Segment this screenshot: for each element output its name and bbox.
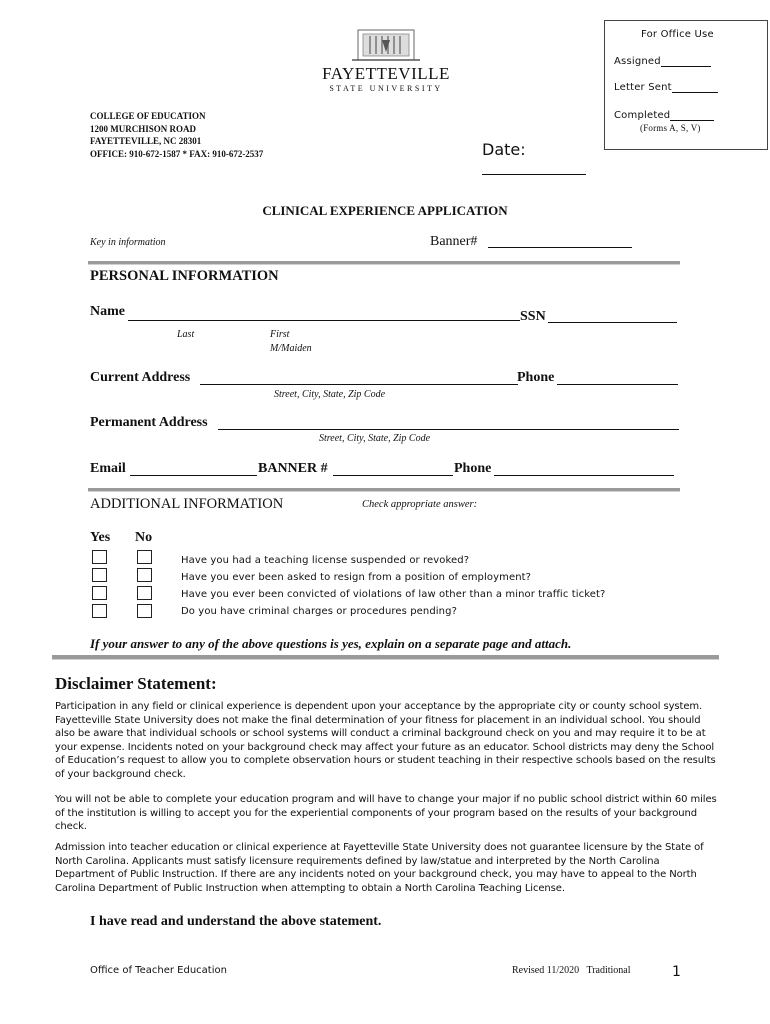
banner-field[interactable] [488,247,632,248]
banner-number-label: BANNER # [258,461,328,476]
logo-subtitle: STATE UNIVERSITY [329,84,443,93]
last-name-hint: Last [177,329,195,340]
page-number: 1 [672,964,681,980]
university-logo [322,26,450,96]
q3-yes-checkbox[interactable] [92,586,107,600]
yes-column-label: Yes [90,530,111,545]
letter-sent-field [614,82,718,93]
crest-icon [322,26,450,64]
disclaimer-paragraph-1: Participation in any field or clinical experience is dependent upon your acceptance by the appropriate city or county school system. Fayetteville State University does not make the final determination of your fitness for placement in an individual school. You should also be aware that individual schools or school systems will conduct a criminal background check on you and may require it to be at your expense. Incidents noted on your background check may affect your future as an educator. School districts may deny the School of Education’s request to allow you to complete observation hours or student teaching in their respective schools based on the results of your background check. [55,701,716,780]
q4-yes-checkbox[interactable] [92,604,107,618]
completed-field [614,110,714,121]
q2-no-checkbox[interactable] [137,568,152,582]
phone2-field[interactable] [494,475,674,476]
phone-field[interactable] [557,384,678,385]
first-name-hint: First [270,329,290,340]
footer-revision: Revised 11/2020 Traditional [512,965,631,976]
q3-no-checkbox[interactable] [137,586,152,600]
check-answer-hint: Check appropriate answer: [362,499,478,510]
section-divider [88,488,680,492]
college-line-3: FAYETTEVILLE, NC 28301 [90,136,202,146]
name-field[interactable] [128,320,520,321]
office-use-title: For Office Use [641,29,714,40]
ssn-field[interactable] [548,322,677,323]
question-2: Have you ever been asked to resign from a position of employment? [181,572,532,583]
assigned-blank[interactable] [661,56,711,67]
no-column-label: No [135,530,153,545]
date-label: Date: [482,140,526,159]
additional-info-heading: ADDITIONAL INFORMATION [90,496,284,512]
phone-label: Phone [517,370,555,385]
logo-wordmark: FAYETTEVILLE [322,64,450,83]
disclaimer-paragraph-3: Admission into teacher education or clinical experience at Fayetteville State University does not guarantee licensure by the State of North Carolina. Applicants must satisfy licensure requirements defined by law/statue and interpreted by the North Carolina Department of Public Instruction. If there are any incidents noted on your background check, you may have to appeal to the North Carolina Department of Public Instruction when attempting to obtain a North Carolina Teaching License. [55,842,704,894]
college-line-1: COLLEGE OF EDUCATION [90,111,206,121]
forms-note: (Forms A, S, V) [640,123,701,133]
email-label: Email [90,461,126,476]
banner-label: Banner# [430,234,478,249]
permanent-address-field[interactable] [218,429,679,430]
permanent-address-label: Permanent Address [90,415,208,430]
name-label: Name [90,304,125,319]
acknowledgement-statement: I have read and understand the above statement. [90,914,382,929]
assigned-field [614,56,711,67]
email-field[interactable] [130,475,257,476]
question-4: Do you have criminal charges or procedures pending? [181,606,457,617]
if-yes-instruction: If your answer to any of the above questions is yes, explain on a separate page and attach. [90,636,572,651]
question-3: Have you ever been convicted of violations of law other than a minor traffic ticket? [181,589,606,600]
question-1: Have you had a teaching license suspended or revoked? [181,555,470,566]
office-use-box [604,20,768,150]
maiden-name-hint: M/Maiden [270,343,312,354]
footer-office: Office of Teacher Education [90,965,227,976]
q4-no-checkbox[interactable] [137,604,152,618]
disclaimer-paragraph-2: You will not be able to complete your education program and will have to change your major if no public school district within 60 miles of the institution is willing to accept you for the experiential components of your program based on the results of your background check. [55,794,717,833]
personal-info-heading: PERSONAL INFORMATION [90,268,279,284]
form-title: CLINICAL EXPERIENCE APPLICATION [262,203,508,218]
current-address-label: Current Address [90,370,191,385]
completed-blank[interactable] [670,110,714,121]
q1-yes-checkbox[interactable] [92,550,107,564]
completed-label: Completed [614,110,671,121]
assigned-label: Assigned [614,56,661,67]
college-line-4: OFFICE: 910-672-1587 * FAX: 910-672-2537 [90,148,264,159]
section-divider [52,655,719,660]
letter-sent-blank[interactable] [672,82,718,93]
phone2-label: Phone [454,461,492,476]
ssn-label: SSN [520,309,546,324]
key-info-note: Key in information [90,237,166,248]
letter-sent-label: Letter Sent [614,82,672,93]
college-line-2: 1200 MURCHISON ROAD [90,123,197,134]
q2-yes-checkbox[interactable] [92,568,107,582]
permanent-address-hint: Street, City, State, Zip Code [319,433,431,444]
disclaimer-title: Disclaimer Statement: [55,674,217,693]
q1-no-checkbox[interactable] [137,550,152,564]
college-address [90,110,263,160]
section-divider [88,261,680,265]
date-field[interactable] [482,174,586,175]
current-address-field[interactable] [200,384,518,385]
current-address-hint: Street, City, State, Zip Code [274,389,386,400]
banner-number-field[interactable] [333,475,453,476]
